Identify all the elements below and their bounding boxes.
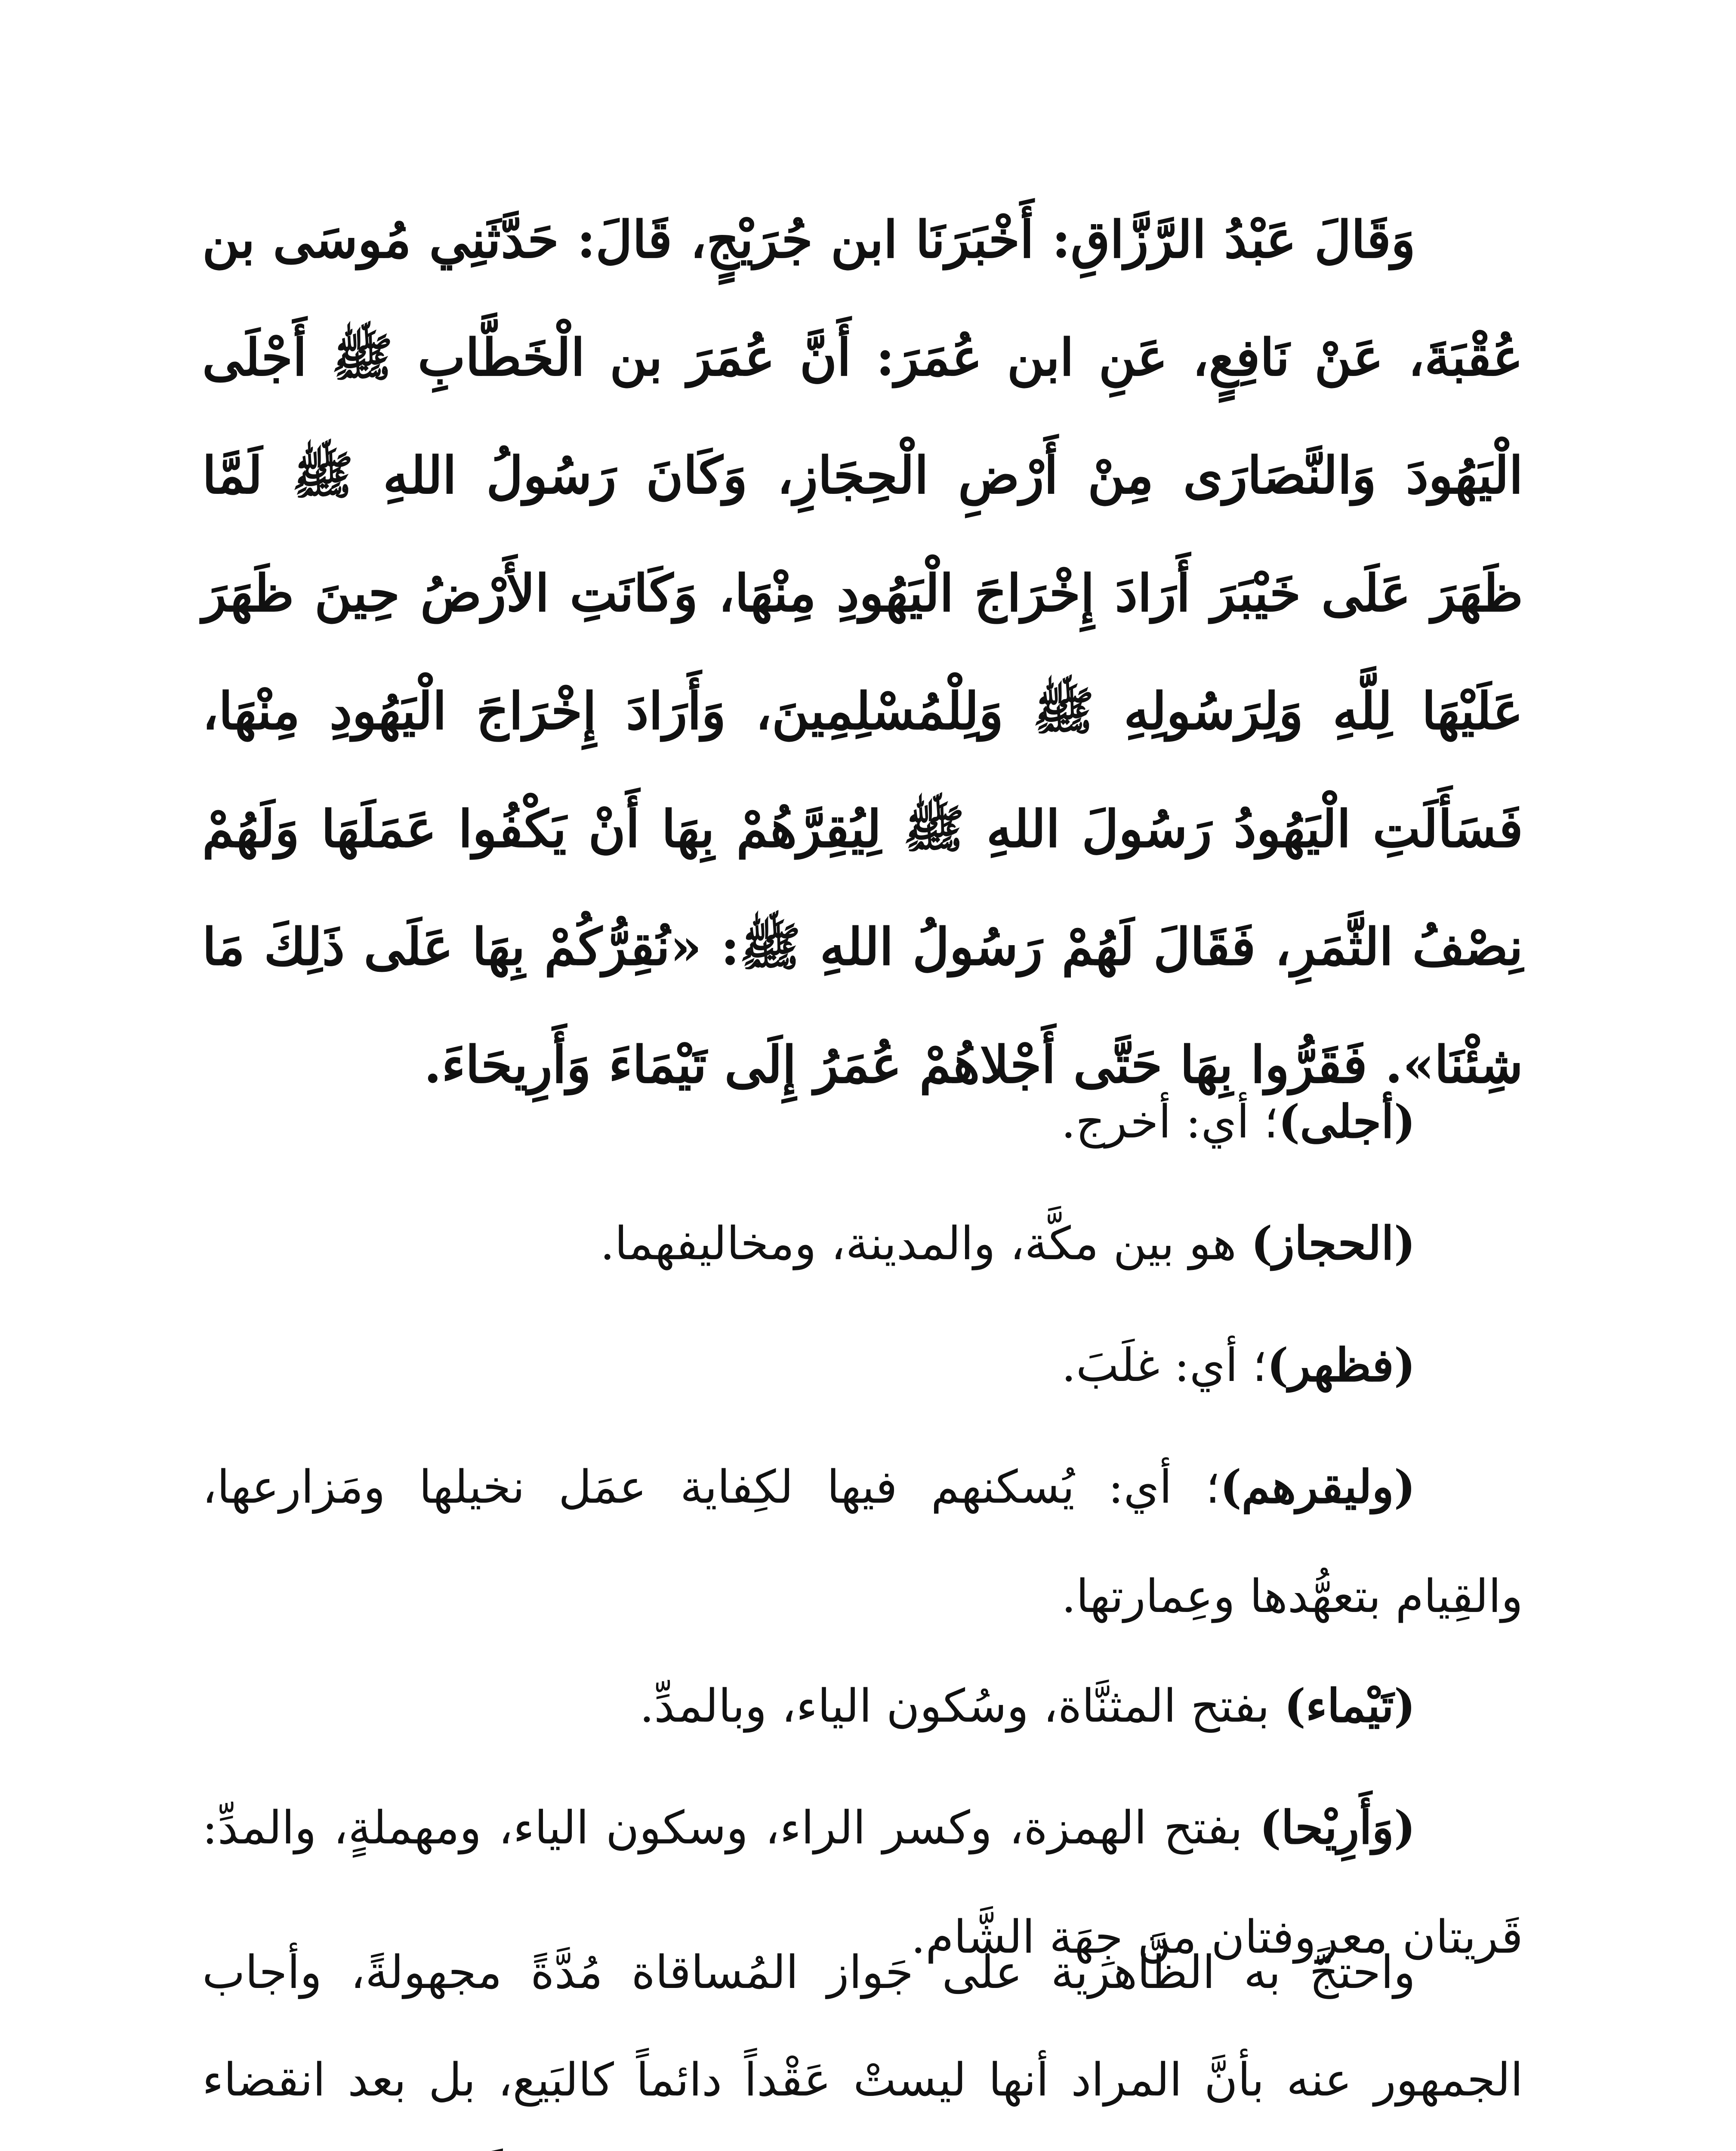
note-term: (الحجاز) xyxy=(1251,1216,1415,1270)
note-term: (أجلى) xyxy=(1278,1094,1415,1148)
note-text: بفتح الهمزة، وكسر الراء، وسكون الياء، ومهملةٍ، والمدِّ: قَريتان معروفتان من جِهَة الشَّام. xyxy=(202,1801,1523,1963)
commentary-paragraph: واحتجَّ به الظَّاهرية على جَواز المُساقاة مُدَّةً مجهولةً، وأجاب الجمهور عنه بأنَّ المراد أنها ليستْ عَقْداً دائماً كالبَيع، بل بعد انقضاء xyxy=(202,1946,1523,2106)
commentary-text xyxy=(202,1919,1523,2151)
note-item xyxy=(202,1067,1523,1177)
note-text: هو بين مكَّة، والمدينة، ومخاليفهما. xyxy=(600,1217,1251,1270)
note-text: ؛ أي: يُسكنهم فيها لكِفاية عمَل نخيلها ومَزارعها، والقِيام بتعهُّدها وعِمارتها. xyxy=(202,1461,1523,1623)
note-item xyxy=(202,1310,1523,1420)
glossary-notes xyxy=(202,1067,1523,1992)
note-text: ؛ أي: أخرج. xyxy=(1061,1095,1279,1148)
note-term: (وليقرهم) xyxy=(1220,1460,1415,1513)
note-text: بفتح المثنَّاة، وسُكون الياء، وبالمدِّ. xyxy=(639,1680,1284,1732)
note-term: (فظهر) xyxy=(1267,1338,1415,1392)
note-term: (وَأَرِيْحا) xyxy=(1259,1800,1415,1854)
note-term: (تَيْماء) xyxy=(1284,1679,1415,1732)
note-text: ؛ أي: غلَبَ. xyxy=(1061,1339,1267,1392)
note-item xyxy=(202,1432,1523,1651)
note-item xyxy=(202,1189,1523,1298)
note-item xyxy=(202,1651,1523,1761)
hadith-paragraph: وَقَالَ عَبْدُ الرَّزَّاقِ: أَخْبَرَنَا ابن جُرَيْجٍ، قَالَ: حَدَّثَنِي مُوسَى بن عُقْبَةَ، عَنْ نَافِعٍ، عَنِ ابن عُمَرَ: أَنَّ عُمَرَ بن الْخَطَّابِ ﷺ أَجْلَى الْيَهُودَ وَالنَّصَارَى مِنْ أَرْضِ الْحِجَازِ، وَكَانَ رَسُولُ اللهِ ﷺ لَمَّا ظَهَرَ عَلَى خَيْبَرَ أَرَادَ إِخْرَاجَ الْيَهُودِ مِنْهَا، وَكَانَتِ الأَرْضُ حِينَ ظَهَرَ عَلَيْهَا لِلَّهِ وَلِرَسُولِهِ ﷺ وَلِلْمُسْلِمِينَ، وَأَرَادَ إِخْرَاجَ الْيَهُودِ مِنْهَا، فَسَأَلَتِ الْيَهُودُ رَسُولَ اللهِ ﷺ لِيُقِرَّهُمْ بِهَا أَنْ يَكْفُوا عَمَلَهَا وَلَهُمْ نِصْفُ الثَّمَرِ، فَقَالَ لَهُمْ رَسُولُ اللهِ ﷺ: «نُقِرُّكُمْ بِهَا عَلَى ذَلِكَ مَا شِئْنَا». فَقَرُّوا بِهَا حَتَّى أَجْلاهُمْ عُمَرُ إِلَى تَيْمَاءَ وَأَرِيحَاءَ. xyxy=(202,210,1523,1094)
hadith-text xyxy=(202,181,1523,1124)
